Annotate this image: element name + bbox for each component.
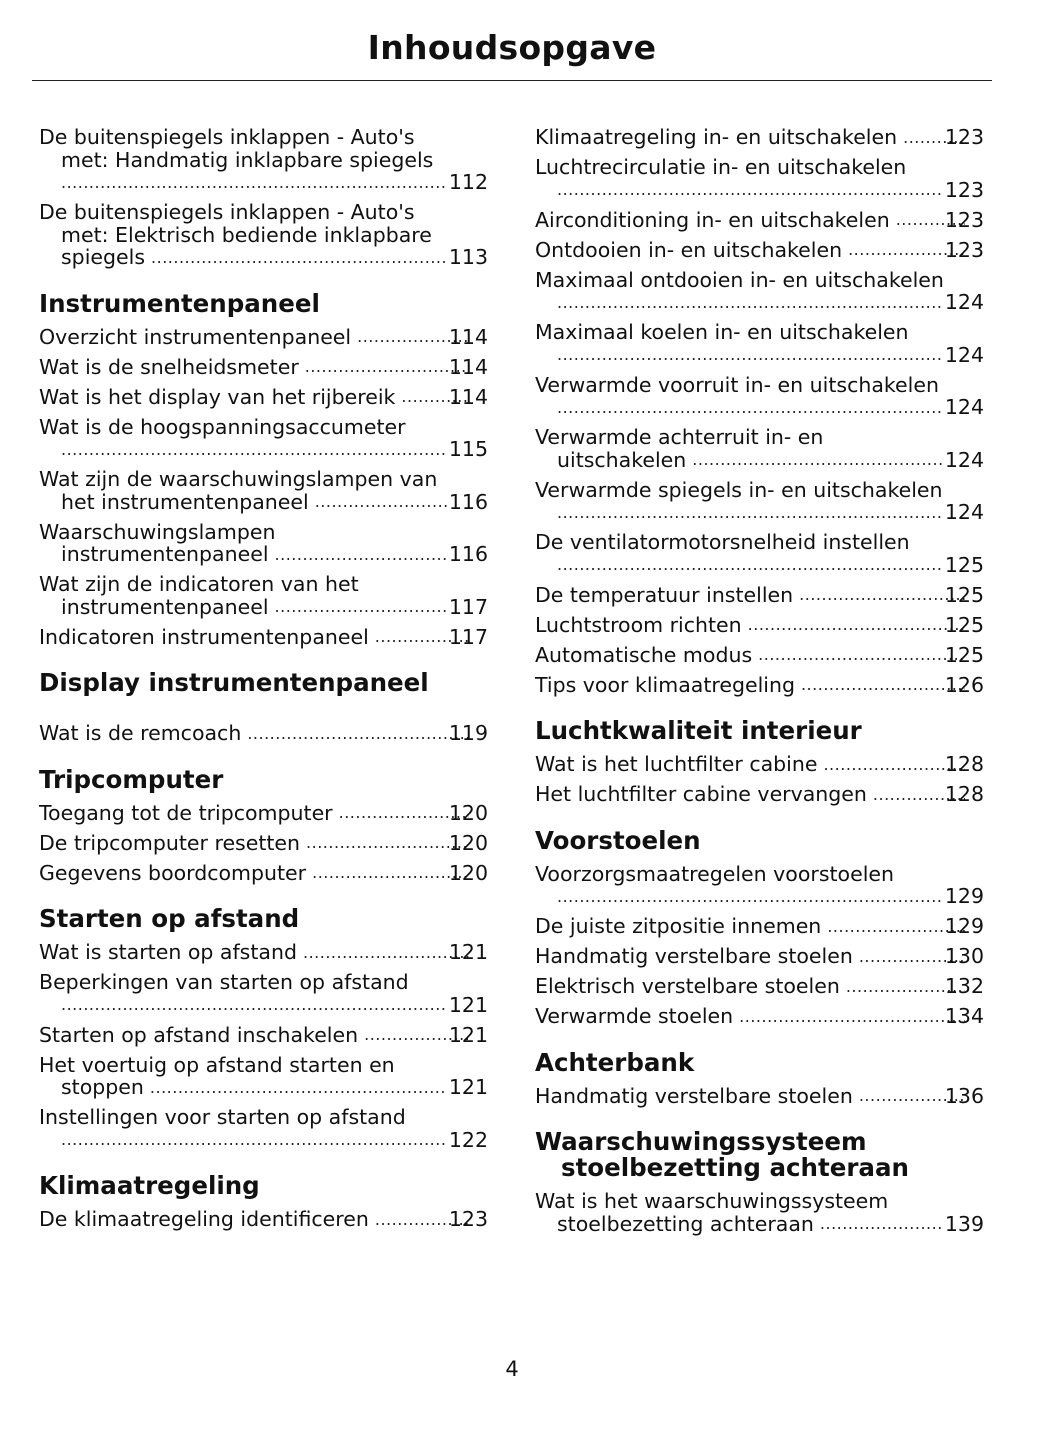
section-heading-line: Starten op afstand [39, 904, 300, 933]
toc-entry[interactable] [39, 832, 488, 855]
toc-entry-last-line [39, 384, 488, 409]
toc-entry[interactable] [39, 326, 488, 349]
page-ref: 130 [944, 944, 984, 968]
toc-entry-last-line [535, 944, 984, 968]
header-divider [32, 80, 992, 81]
dot-leader [820, 1215, 943, 1235]
dot-leader [557, 556, 943, 576]
dot-leader [758, 646, 965, 666]
toc-entry-text: Verwarmde spiegels in- en uitschakelen [535, 477, 943, 502]
page-ref: 114 [448, 384, 488, 409]
toc-entry[interactable] [39, 722, 488, 745]
page-ref: 129 [944, 884, 984, 908]
toc-entry-last-line [557, 1213, 984, 1236]
toc-entry-last-line [39, 940, 488, 964]
toc-entry-last-line [39, 830, 488, 855]
toc-section [39, 126, 488, 269]
toc-entry-last-line [39, 354, 488, 379]
toc-entry-text: Verwarmde stoelen [535, 1004, 734, 1028]
toc-entry[interactable] [535, 156, 984, 201]
page-ref: 139 [944, 1211, 984, 1236]
dot-leader [150, 1079, 447, 1099]
toc-entry[interactable] [39, 573, 488, 618]
toc-entry-last-line [535, 642, 984, 667]
section-heading [39, 1173, 488, 1199]
toc-entry[interactable] [39, 416, 488, 461]
page-ref: 132 [944, 974, 984, 998]
section-heading-line: Instrumentenpaneel [39, 288, 320, 318]
dot-leader [557, 888, 943, 908]
toc-entry[interactable] [535, 426, 984, 471]
toc-entry-last-line [39, 324, 488, 349]
dot-leader [748, 616, 965, 636]
section-heading-line: Achterbank [535, 1047, 695, 1077]
toc-section [535, 126, 984, 696]
toc-entry-last-line [557, 344, 984, 367]
page-ref: 124 [944, 500, 984, 524]
page-number: 4 [505, 1357, 519, 1381]
page-ref: 117 [448, 594, 488, 619]
toc-entry-text: De ventilatormotorsnelheid instellen [535, 530, 910, 554]
toc-section [39, 670, 488, 745]
dot-leader [305, 358, 469, 378]
dot-leader [799, 586, 965, 606]
toc-entry-last-line [61, 543, 488, 566]
section-heading [535, 825, 984, 855]
toc-entry-text: instrumentenpaneel [61, 594, 269, 619]
toc-entry-text: Overzicht instrumentenpaneel [39, 324, 352, 349]
toc-entry-last-line [39, 1207, 488, 1231]
page-ref: 121 [448, 940, 488, 964]
toc-entry[interactable] [39, 971, 488, 1016]
toc-entry[interactable] [39, 201, 488, 269]
dot-leader [275, 598, 447, 618]
dot-leader [303, 944, 469, 964]
toc-entry[interactable] [535, 753, 984, 776]
dot-leader [557, 399, 943, 419]
toc-entry-text: uitschakelen [557, 447, 687, 472]
toc-entry-last-line [535, 1004, 984, 1028]
toc-entry-text: stoppen [61, 1075, 144, 1099]
dot-leader [275, 546, 447, 566]
toc-entry[interactable] [39, 468, 488, 513]
toc-entry-text: Wat is starten op afstand [39, 940, 297, 964]
toc-entry-text: het instrumentenpaneel [61, 489, 309, 514]
toc-entry-text: De buitenspiegels inklappen - Auto's [39, 125, 415, 149]
page-ref: 116 [448, 489, 488, 514]
section-heading-line: stoelbezetting achteraan [561, 1153, 909, 1182]
toc-entry[interactable] [39, 802, 488, 825]
toc-entry-last-line [535, 672, 984, 697]
toc-entry-text: De buitenspiegels inklappen - Auto's [39, 200, 415, 224]
toc-entry-text: De temperatuur instellen [535, 582, 794, 607]
toc-entry-text: Wat zijn de waarschuwingslampen van [39, 467, 438, 491]
page-ref: 120 [448, 860, 488, 885]
dot-leader [306, 834, 469, 854]
toc-entry-last-line [39, 1022, 488, 1047]
toc-entry-text: Wat is de remcoach [39, 721, 242, 745]
toc-entry-text: Wat is het display van het rijbereik [39, 384, 396, 409]
toc-entry-text: Toegang tot de tripcomputer [39, 800, 333, 825]
page-ref: 113 [448, 245, 488, 269]
toc-entry[interactable] [535, 321, 984, 366]
toc-entry-text: met: Elektrisch bediende inklapbare [61, 222, 432, 247]
toc-left-column [39, 126, 488, 1253]
page-ref: 125 [944, 612, 984, 637]
toc-entry-text: Airconditioning in- en uitschakelen [535, 207, 890, 232]
toc-entry-last-line [535, 914, 984, 938]
toc-entry-text: Wat is de snelheidsmeter [39, 354, 299, 379]
toc-entry-text: Indicatoren instrumentenpaneel [39, 624, 369, 649]
toc-section [535, 718, 984, 806]
dot-leader [557, 346, 943, 366]
toc-entry-last-line [61, 171, 488, 194]
toc-entry[interactable] [39, 1106, 488, 1151]
toc-entry-text: Het voertuig op afstand starten en [39, 1052, 395, 1077]
page-ref: 124 [944, 342, 984, 367]
toc-entry-last-line [61, 491, 488, 514]
page-ref: 123 [944, 125, 984, 149]
toc-entry-last-line [535, 207, 984, 232]
toc-entry-text: Het luchtfilter cabine vervangen [535, 782, 867, 806]
toc-section [535, 1129, 984, 1235]
toc-entry-text: Wat zijn de indicatoren van het [39, 572, 359, 596]
page-ref: 115 [448, 437, 488, 461]
toc-entry[interactable] [39, 1208, 488, 1231]
toc-entry-text: De juiste zitpositie innemen [535, 914, 822, 938]
dot-leader [312, 864, 469, 884]
toc-entry[interactable] [39, 356, 488, 379]
page-ref: 112 [448, 170, 488, 194]
section-heading-line: Waarschuwingssysteem [535, 1127, 867, 1156]
toc-entry-last-line [557, 885, 984, 908]
page-ref: 124 [944, 290, 984, 314]
toc-section [535, 1047, 984, 1108]
page-ref: 125 [944, 642, 984, 667]
page-ref: 134 [944, 1004, 984, 1028]
toc-right-column [535, 126, 984, 1257]
toc-entry[interactable] [39, 862, 488, 885]
toc-entry[interactable] [39, 386, 488, 409]
toc-entry-last-line [557, 449, 984, 472]
section-heading-line: Display instrumentenpaneel [39, 668, 429, 697]
section-heading-line: Luchtkwaliteit interieur [535, 716, 862, 745]
toc-entry[interactable] [535, 1085, 984, 1108]
page-ref: 122 [448, 1127, 488, 1152]
page-ref: 114 [448, 354, 488, 379]
toc-entry-last-line [39, 800, 488, 825]
toc-entry-last-line [535, 612, 984, 637]
toc-entry[interactable] [535, 915, 984, 938]
toc-entry-text: Gegevens boordcomputer [39, 860, 307, 885]
toc-entry-text: instrumentenpaneel [61, 542, 269, 566]
toc-entry-last-line [557, 396, 984, 419]
toc-entry[interactable] [39, 626, 488, 649]
section-heading-line: Tripcomputer [39, 764, 224, 794]
toc-entry[interactable] [535, 531, 984, 576]
toc-entry-last-line [61, 438, 488, 461]
toc-entry[interactable] [535, 1190, 984, 1235]
toc-entry-last-line [535, 582, 984, 607]
dot-leader [557, 294, 943, 314]
toc-entry-last-line [535, 1083, 984, 1108]
toc-entry-text: Elektrisch verstelbare stoelen [535, 974, 840, 998]
toc-entry-last-line [61, 246, 488, 269]
page-ref: 116 [448, 542, 488, 566]
toc-entry[interactable] [535, 209, 984, 232]
toc-entry-text: De klimaatregeling identificeren [39, 1207, 369, 1231]
toc-entry[interactable] [535, 975, 984, 998]
dot-leader [692, 451, 943, 471]
toc-entry-last-line [535, 237, 984, 262]
section-heading [39, 288, 488, 318]
page-ref: 125 [944, 582, 984, 607]
toc-entry-text: Ontdooien in- en uitschakelen [535, 237, 843, 262]
page-ref: 124 [944, 447, 984, 472]
toc-entry-last-line [535, 974, 984, 998]
toc-entry-text: Maximaal koelen in- en uitschakelen [535, 320, 909, 344]
dot-leader [61, 996, 447, 1016]
page-ref: 120 [448, 800, 488, 825]
page-ref: 123 [944, 237, 984, 262]
dot-leader [557, 504, 943, 524]
dot-leader [801, 676, 965, 696]
toc-entry-last-line [557, 501, 984, 524]
toc-entry-last-line [557, 554, 984, 577]
toc-entry-text: Luchtstroom richten [535, 612, 742, 637]
page-ref: 128 [944, 782, 984, 806]
toc-entry-text: Waarschuwingslampen [39, 519, 276, 544]
toc-entry[interactable] [535, 374, 984, 419]
toc-entry[interactable] [39, 126, 488, 194]
toc-entry[interactable] [39, 521, 488, 566]
page-ref: 125 [944, 552, 984, 577]
page-ref: 123 [448, 1207, 488, 1231]
toc-entry[interactable] [535, 269, 984, 314]
toc-entry-text: Automatische modus [535, 642, 753, 667]
toc-entry-last-line [535, 782, 984, 806]
dot-leader [61, 1131, 447, 1151]
toc-entry-last-line [39, 721, 488, 745]
page-ref: 117 [448, 624, 488, 649]
toc-entry-text: Voorzorgsmaatregelen voorstoelen [535, 861, 894, 886]
toc-entry-text: Klimaatregeling in- en uitschakelen [535, 125, 898, 149]
toc-entry[interactable] [535, 479, 984, 524]
toc-entry[interactable] [535, 1005, 984, 1028]
toc-entry[interactable] [535, 239, 984, 262]
section-heading [535, 1129, 984, 1181]
dot-leader [739, 1008, 965, 1028]
toc-entry-text: Handmatig verstelbare stoelen [535, 944, 853, 968]
toc-entry-last-line [61, 1129, 488, 1152]
toc-section [39, 1173, 488, 1231]
page-ref: 119 [448, 721, 488, 745]
toc-entry-last-line [39, 860, 488, 885]
toc-entry[interactable] [535, 863, 984, 908]
toc-entry-text: Wat is het waarschuwingssysteem [535, 1189, 889, 1213]
page-ref: 121 [448, 1022, 488, 1047]
toc-entry[interactable] [535, 126, 984, 149]
dot-leader [61, 441, 447, 461]
page-ref: 121 [448, 1075, 488, 1099]
dot-leader [151, 249, 447, 269]
dot-leader [823, 756, 964, 776]
section-heading [39, 906, 488, 932]
section-heading-line: Voorstoelen [535, 825, 701, 855]
toc-entry-text: Verwarmde achterruit in- en [535, 425, 824, 449]
toc-entry-text: Beperkingen van starten op afstand [39, 970, 409, 994]
toc-entry[interactable] [39, 1054, 488, 1099]
page-ref: 124 [944, 395, 984, 419]
toc-entry-text: Tips voor klimaatregeling [535, 672, 795, 697]
toc-entry-text: Maximaal ontdooien in- en uitschakelen [535, 267, 944, 292]
toc-entry-last-line [535, 752, 984, 776]
section-heading [39, 670, 488, 696]
toc-entry-text: Luchtrecirculatie in- en uitschakelen [535, 155, 907, 179]
section-heading [39, 764, 488, 794]
toc-entry-text: Verwarmde voorruit in- en uitschakelen [535, 372, 939, 397]
toc-entry[interactable] [535, 644, 984, 667]
dot-leader [315, 493, 447, 513]
toc-entry[interactable] [39, 941, 488, 964]
page-ref: 129 [944, 914, 984, 938]
dot-leader [247, 725, 469, 745]
page-ref: 136 [944, 1083, 984, 1108]
page-ref: 123 [944, 207, 984, 232]
page-ref: 114 [448, 324, 488, 349]
toc-entry-last-line [535, 125, 984, 149]
toc-section [39, 764, 488, 885]
toc-entry[interactable] [535, 945, 984, 968]
toc-section [535, 825, 984, 1028]
toc-entry-text: Starten op afstand inschakelen [39, 1022, 359, 1047]
section-heading [535, 1047, 984, 1077]
toc-entry-last-line [61, 1076, 488, 1099]
toc-entry[interactable] [39, 1024, 488, 1047]
toc-entry-text: Wat is het luchtfilter cabine [535, 752, 818, 776]
section-heading-line: Klimaatregeling [39, 1171, 260, 1200]
toc-section [39, 906, 488, 1151]
page-ref: 126 [944, 672, 984, 697]
toc-entry-last-line [557, 291, 984, 314]
toc-entry[interactable] [535, 614, 984, 637]
toc-entry-text: De tripcomputer resetten [39, 830, 301, 855]
toc-entry-last-line [61, 596, 488, 619]
page-ref: 121 [448, 992, 488, 1017]
page-ref: 123 [944, 177, 984, 202]
toc-entry-text: Instellingen voor starten op afstand [39, 1105, 406, 1129]
toc-entry-last-line [557, 179, 984, 202]
toc-entry-text: Handmatig verstelbare stoelen [535, 1083, 853, 1108]
toc-entry-text: spiegels [61, 245, 146, 269]
toc-entry-text: stoelbezetting achteraan [557, 1211, 814, 1236]
toc-entry-text: Wat is de hoogspanningsaccumeter [39, 414, 406, 439]
section-heading [535, 718, 984, 744]
toc-entry-text: met: Handmatig inklapbare spiegels [61, 147, 434, 172]
toc-entry[interactable] [535, 783, 984, 806]
toc-entry[interactable] [535, 674, 984, 697]
toc-entry-last-line [39, 624, 488, 649]
dot-leader [557, 181, 943, 201]
toc-entry[interactable] [535, 584, 984, 607]
toc-section [39, 288, 488, 649]
dot-leader [61, 174, 447, 194]
page-ref: 120 [448, 830, 488, 855]
page-title: Inhoudsopgave [367, 28, 657, 67]
page-ref: 128 [944, 752, 984, 776]
toc-entry-last-line [61, 994, 488, 1017]
